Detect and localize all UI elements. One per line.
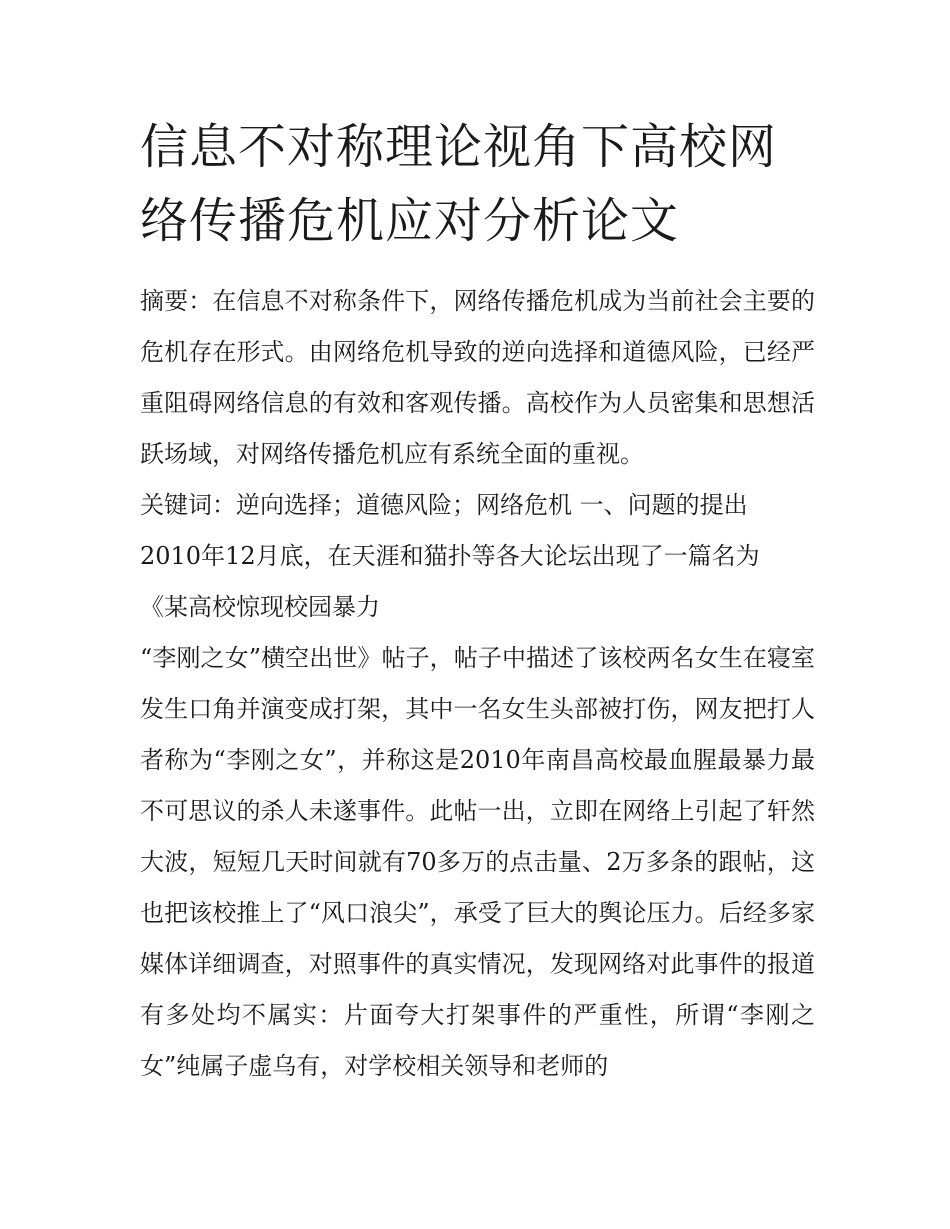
body-paragraph: “李刚之女”横空出世》帖子，帖子中描述了该校两名女生在寝室发生口角并演变成打架，其中一名女生头部被打伤，网友把打人者称为“李刚之女”，并称这是2010年南昌高校最血腥最暴力最不可思议的杀人未遂事件。此帖一出，立即在网络上引起了轩然大波，短短几天时间就有70多万的点击量、2万多条的跟帖，这也把该校推上了“风口浪尖”，承受了巨大的舆论压力。后经多家媒体详细调查，对照事件的真实情况，发现网络对此事件的报道有多处均不属实：片面夸大打架事件的严重性，所谓“李刚之女”纯属子虚乌有，对学校相关领导和老师的 xyxy=(140,644,815,1080)
document-page xyxy=(140,110,815,1092)
document-title: 信息不对称理论视角下高校网络传播危机应对分析论文 xyxy=(140,119,778,249)
abstract-paragraph: 摘要：在信息不对称条件下，网络传播危机成为当前社会主要的危机存在形式。由网络危机导致的逆向选择和道德风险，已经严重阻碍网络信息的有效和客观传播。高校作为人员密集和思想活跃场域，对网络传播危机应有系统全面的重视。 xyxy=(140,287,815,468)
keywords-paragraph: 关键词：逆向选择；道德风险；网络危机 一、问题的提出 xyxy=(140,491,748,519)
body-line-2: 《某高校惊现校园暴力 xyxy=(140,593,380,621)
body-line-1: 2010年12月底，在天涯和猫扑等各大论坛出现了一篇名为 xyxy=(140,542,760,570)
